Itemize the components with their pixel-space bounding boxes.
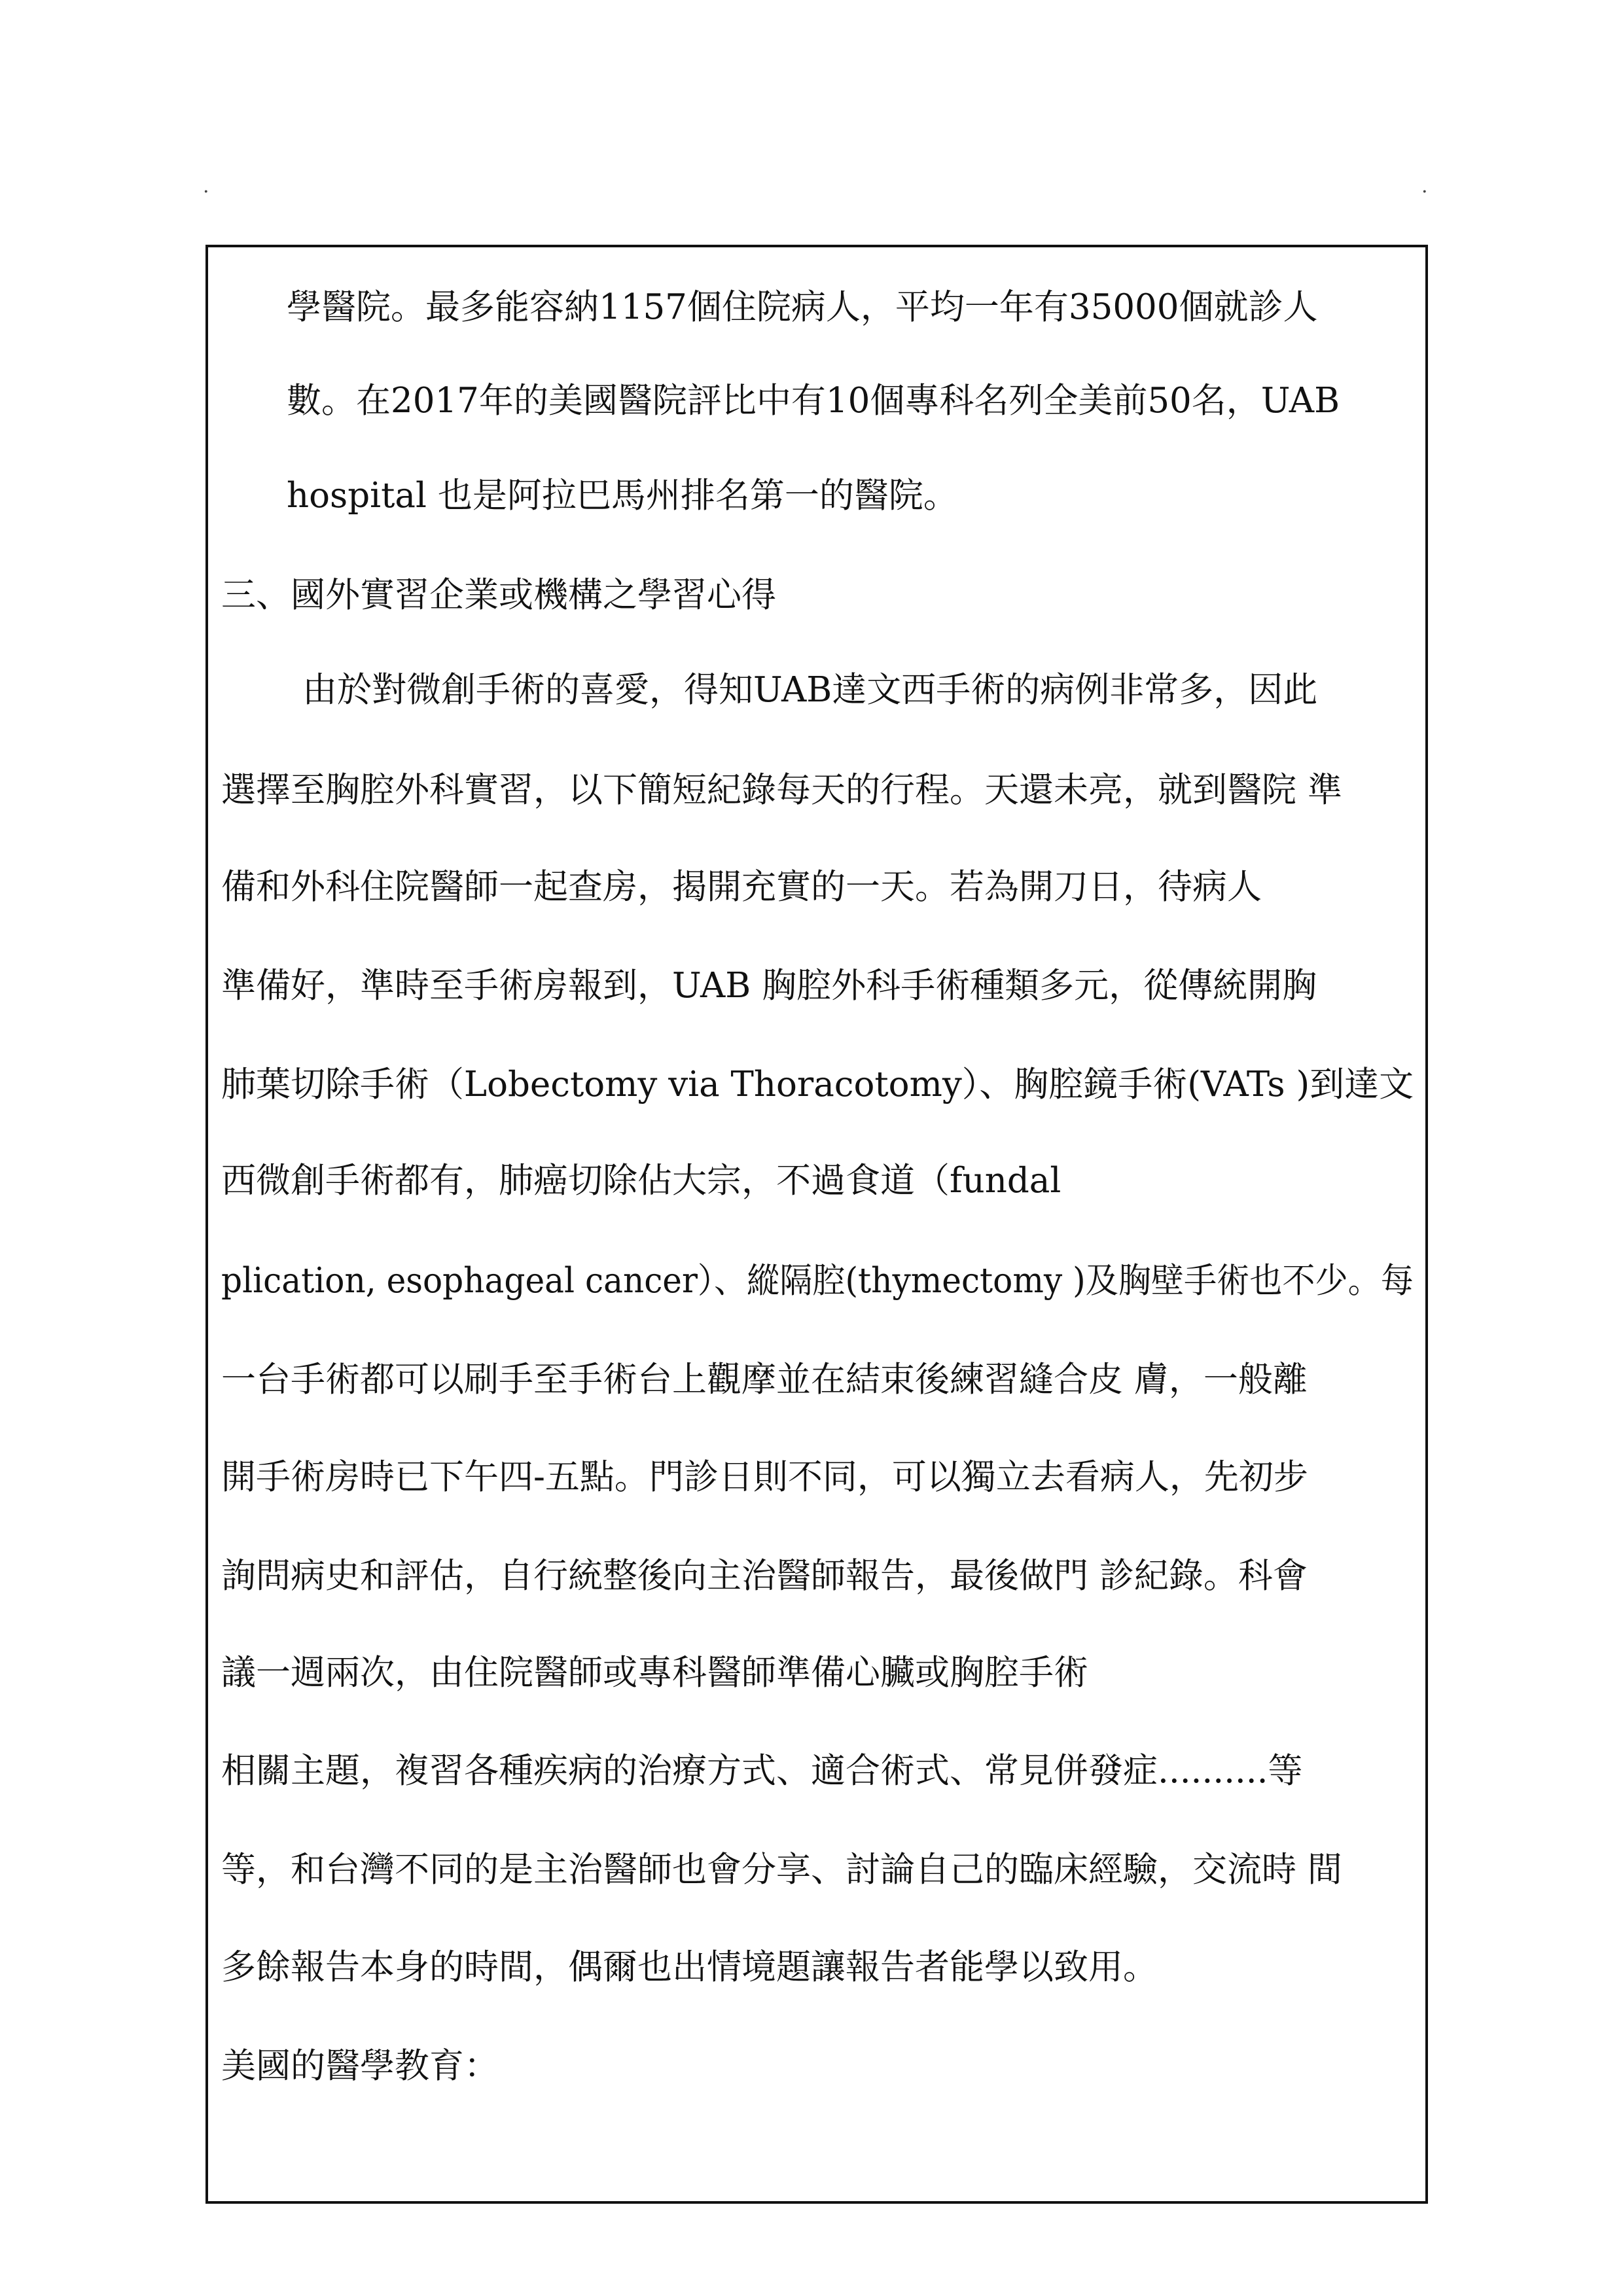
paragraph-line-1: 學醫院。最多能容納1157個住院病人，平均一年有35000個就診人	[287, 287, 1318, 327]
content-frame	[205, 245, 1428, 2204]
corner-mark-right: .	[1421, 175, 1428, 198]
paragraph-line-18: 多餘報告本身的時間，偶爾也出情境題讓報告者能學以致用。	[221, 1947, 1158, 1987]
paragraph-line-10: 西微創手術都有，肺癌切除佔大宗，不過食道（fundal	[221, 1161, 1061, 1201]
corner-mark-left: .	[203, 175, 209, 198]
paragraph-line-17: 等，和台灣不同的是主治醫師也會分享、討論自己的臨床經驗，交流時 間	[221, 1850, 1342, 1890]
paragraph-line-14: 詢問病史和評估，自行統整後向主治醫師報告，最後做門 診紀錄。科會	[221, 1556, 1308, 1596]
paragraph-line-7: 備和外科住院醫師一起查房，揭開充實的一天。若為開刀日，待病人	[221, 867, 1262, 907]
paragraph-line-5: 由於對微創手術的喜愛，得知UAB達文西手術的病例非常多，因此	[302, 670, 1318, 710]
paragraph-line-11: plication, esophageal cancer）、縱隔腔(thymectomy )及胸壁手術也不少。每	[221, 1261, 1414, 1301]
paragraph-line-3: hospital 也是阿拉巴馬州排名第一的醫院。	[287, 476, 958, 516]
paragraph-line-9: 肺葉切除手術（Lobectomy via Thoracotomy）、胸腔鏡手術(VATs )到達文	[221, 1065, 1414, 1104]
paragraph-line-15: 議一週兩次，由住院醫師或專科醫師準備心臟或胸腔手術	[221, 1653, 1088, 1693]
paragraph-line-16: 相關主題，複習各種疾病的治療方式、適合術式、常見併發症..........等	[221, 1751, 1303, 1791]
subheading-medical-education: 美國的醫學教育：	[221, 2046, 499, 2086]
section-heading: 三、國外實習企業或機構之學習心得	[221, 575, 776, 615]
paragraph-line-12: 一台手術都可以刷手至手術台上觀摩並在結束後練習縫合皮 膚，一般離	[221, 1360, 1308, 1400]
paragraph-line-6: 選擇至胸腔外科實習，以下簡短紀錄每天的行程。天還未亮，就到醫院 準	[221, 770, 1342, 810]
paragraph-line-2: 數。在2017年的美國醫院評比中有10個專科名列全美前50名，UAB	[287, 381, 1340, 421]
paragraph-line-13: 開手術房時已下午四-五點。門診日則不同，可以獨立去看病人，先初步	[221, 1457, 1308, 1497]
paragraph-line-8: 準備好，準時至手術房報到，UAB 胸腔外科手術種類多元，從傳統開胸	[221, 966, 1317, 1006]
